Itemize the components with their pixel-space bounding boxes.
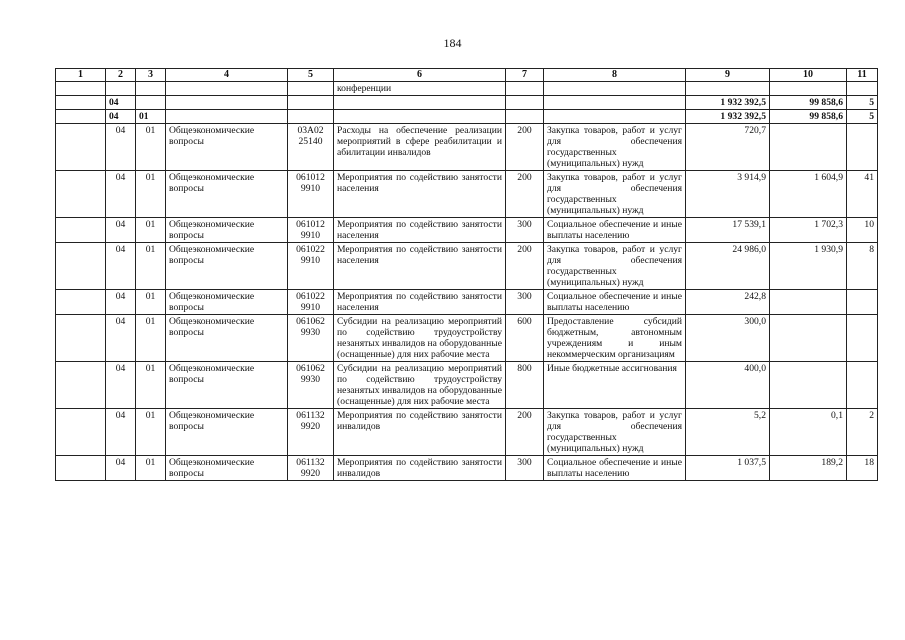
cell-section-name: Общеэкономические вопросы — [166, 290, 288, 315]
header-row — [56, 69, 878, 82]
cell-number — [56, 409, 106, 456]
cell-section: 04 — [106, 315, 136, 362]
cell-amount-2: 99 858,6 — [770, 96, 847, 110]
cell-amount-2: 1 604,9 — [770, 171, 847, 218]
cell-amount-2 — [770, 315, 847, 362]
cell-section-name: Общеэкономические вопросы — [166, 218, 288, 243]
table-row — [56, 171, 878, 218]
continuation-row — [56, 82, 878, 96]
cell-section-name: Общеэкономические вопросы — [166, 409, 288, 456]
cell-expense-type: 200 — [506, 171, 544, 218]
cell-section: 04 — [106, 124, 136, 171]
cell-expense-name: Закупка товаров, работ и услуг для обеспечения государственных (муниципальных) нужд — [544, 409, 686, 456]
cell-expense-name: Закупка товаров, работ и услуг для обеспечения государственных (муниципальных) нужд — [544, 171, 686, 218]
cell-percent: 5 — [847, 96, 878, 110]
cell-section: 04 — [106, 171, 136, 218]
column-header: 7 — [506, 69, 544, 82]
cell-expense-type: 300 — [506, 290, 544, 315]
cell-expense-type: 200 — [506, 124, 544, 171]
cell-description: Расходы на обеспечение реализации мероприятий в сфере реабилитации и абилитации инвалидов — [334, 124, 506, 171]
cell-percent: 8 — [847, 243, 878, 290]
cell-section: 04 — [106, 110, 136, 124]
cell-target-code: 061012 9910 — [288, 218, 334, 243]
column-header: 1 — [56, 69, 106, 82]
cell-description: Мероприятия по содействию занятости населения — [334, 243, 506, 290]
cell-expense-type: 600 — [506, 315, 544, 362]
budget-table — [55, 68, 878, 481]
cell-target-code: 03А02 25140 — [288, 124, 334, 171]
cell-target-code: 061012 9910 — [288, 171, 334, 218]
cell-expense-name: Закупка товаров, работ и услуг для обеспечения государственных (муниципальных) нужд — [544, 124, 686, 171]
cell-number — [56, 362, 106, 409]
cell-subsection: 01 — [136, 409, 166, 456]
cell-section-name: Общеэкономические вопросы — [166, 171, 288, 218]
cell-percent: 18 — [847, 456, 878, 481]
cell-section-name: Общеэкономические вопросы — [166, 315, 288, 362]
cell-description: Субсидии на реализацию мероприятий по содействию трудоустройству незанятых инвалидов на оборудованные (оснащенные) для них рабочие места — [334, 315, 506, 362]
page-number: 184 — [443, 36, 462, 50]
cell-number — [56, 171, 106, 218]
cell-percent — [847, 124, 878, 171]
column-header: 10 — [770, 69, 847, 82]
cell-subsection: 01 — [136, 171, 166, 218]
cell-amount: 1 037,5 — [686, 456, 770, 481]
cell-description: Мероприятия по содействию занятости инвалидов — [334, 456, 506, 481]
cell-number — [56, 243, 106, 290]
cell-amount-2: 1 930,9 — [770, 243, 847, 290]
cell-amount-2 — [770, 124, 847, 171]
cell-section: 04 — [106, 243, 136, 290]
cell-subsection: 01 — [136, 315, 166, 362]
cell-subsection: 01 — [136, 218, 166, 243]
cell-expense-name: Социальное обеспечение и иные выплаты населению — [544, 218, 686, 243]
cell-amount: 1 932 392,5 — [686, 110, 770, 124]
cell-section-name: Общеэкономические вопросы — [166, 456, 288, 481]
cell-amount: 242,8 — [686, 290, 770, 315]
column-header: 4 — [166, 69, 288, 82]
cell-number — [56, 290, 106, 315]
cell-section: 04 — [106, 96, 136, 110]
column-header: 11 — [847, 69, 878, 82]
cell-number — [56, 124, 106, 171]
cell-subsection: 01 — [136, 243, 166, 290]
cell-target-code: 061132 9920 — [288, 456, 334, 481]
cell-amount-2: 99 858,6 — [770, 110, 847, 124]
cell-expense-type: 300 — [506, 218, 544, 243]
cell-section-name: Общеэкономические вопросы — [166, 362, 288, 409]
cell-subsection: 01 — [136, 124, 166, 171]
cell-number — [56, 456, 106, 481]
cell-expense-type: 200 — [506, 243, 544, 290]
cell-subsection: 01 — [136, 456, 166, 481]
cell-expense-name: Социальное обеспечение и иные выплаты населению — [544, 456, 686, 481]
cell-section-name: Общеэкономические вопросы — [166, 243, 288, 290]
cell-amount-2: 1 702,3 — [770, 218, 847, 243]
cell-amount: 5,2 — [686, 409, 770, 456]
cell-amount: 17 539,1 — [686, 218, 770, 243]
cell-percent: 5 — [847, 110, 878, 124]
cell-description: Мероприятия по содействию занятости населения — [334, 171, 506, 218]
cell-description: конференции — [334, 82, 506, 96]
cell-description: Мероприятия по содействию занятости инвалидов — [334, 409, 506, 456]
cell-section: 04 — [106, 362, 136, 409]
table-row — [56, 124, 878, 171]
cell-percent — [847, 290, 878, 315]
table-row — [56, 315, 878, 362]
column-header: 6 — [334, 69, 506, 82]
cell-amount: 24 986,0 — [686, 243, 770, 290]
cell-target-code: 061022 9910 — [288, 290, 334, 315]
cell-amount-2 — [770, 362, 847, 409]
cell-amount-2: 0,1 — [770, 409, 847, 456]
table-row — [56, 362, 878, 409]
cell-amount-2 — [770, 290, 847, 315]
cell-number — [56, 218, 106, 243]
cell-amount: 1 932 392,5 — [686, 96, 770, 110]
cell-expense-name: Иные бюджетные ассигнования — [544, 362, 686, 409]
cell-target-code: 061062 9930 — [288, 315, 334, 362]
cell-percent — [847, 362, 878, 409]
cell-target-code: 061132 9920 — [288, 409, 334, 456]
cell-target-code: 061022 9910 — [288, 243, 334, 290]
table-row — [56, 243, 878, 290]
cell-description: Мероприятия по содействию занятости населения — [334, 290, 506, 315]
cell-amount: 300,0 — [686, 315, 770, 362]
cell-subsection: 01 — [136, 290, 166, 315]
cell-section: 04 — [106, 456, 136, 481]
cell-expense-name: Предоставление субсидий бюджетным, автономным учреждениям и иным некоммерческим организациям — [544, 315, 686, 362]
cell-target-code: 061062 9930 — [288, 362, 334, 409]
cell-expense-type: 300 — [506, 456, 544, 481]
cell-percent: 41 — [847, 171, 878, 218]
cell-percent — [847, 315, 878, 362]
cell-percent: 2 — [847, 409, 878, 456]
column-header: 3 — [136, 69, 166, 82]
cell-section: 04 — [106, 409, 136, 456]
cell-amount: 400,0 — [686, 362, 770, 409]
cell-expense-type: 200 — [506, 409, 544, 456]
cell-amount-2: 189,2 — [770, 456, 847, 481]
table-row — [56, 290, 878, 315]
cell-section-name: Общеэкономические вопросы — [166, 124, 288, 171]
cell-percent: 10 — [847, 218, 878, 243]
cell-section: 04 — [106, 218, 136, 243]
column-header: 2 — [106, 69, 136, 82]
cell-expense-name: Закупка товаров, работ и услуг для обеспечения государственных (муниципальных) нужд — [544, 243, 686, 290]
cell-amount: 3 914,9 — [686, 171, 770, 218]
column-header: 8 — [544, 69, 686, 82]
cell-subsection — [136, 96, 166, 110]
total-row — [56, 110, 878, 124]
column-header: 9 — [686, 69, 770, 82]
cell-subsection: 01 — [136, 110, 166, 124]
cell-expense-type: 800 — [506, 362, 544, 409]
cell-amount: 720,7 — [686, 124, 770, 171]
table-row — [56, 456, 878, 481]
table-row — [56, 218, 878, 243]
cell-description: Мероприятия по содействию занятости населения — [334, 218, 506, 243]
cell-number — [56, 315, 106, 362]
cell-expense-name: Социальное обеспечение и иные выплаты населению — [544, 290, 686, 315]
column-header: 5 — [288, 69, 334, 82]
table-row — [56, 409, 878, 456]
cell-subsection: 01 — [136, 362, 166, 409]
total-row — [56, 96, 878, 110]
cell-description: Субсидии на реализацию мероприятий по содействию трудоустройству незанятых инвалидов на оборудованные (оснащенные) для них рабочие места — [334, 362, 506, 409]
cell-section: 04 — [106, 290, 136, 315]
